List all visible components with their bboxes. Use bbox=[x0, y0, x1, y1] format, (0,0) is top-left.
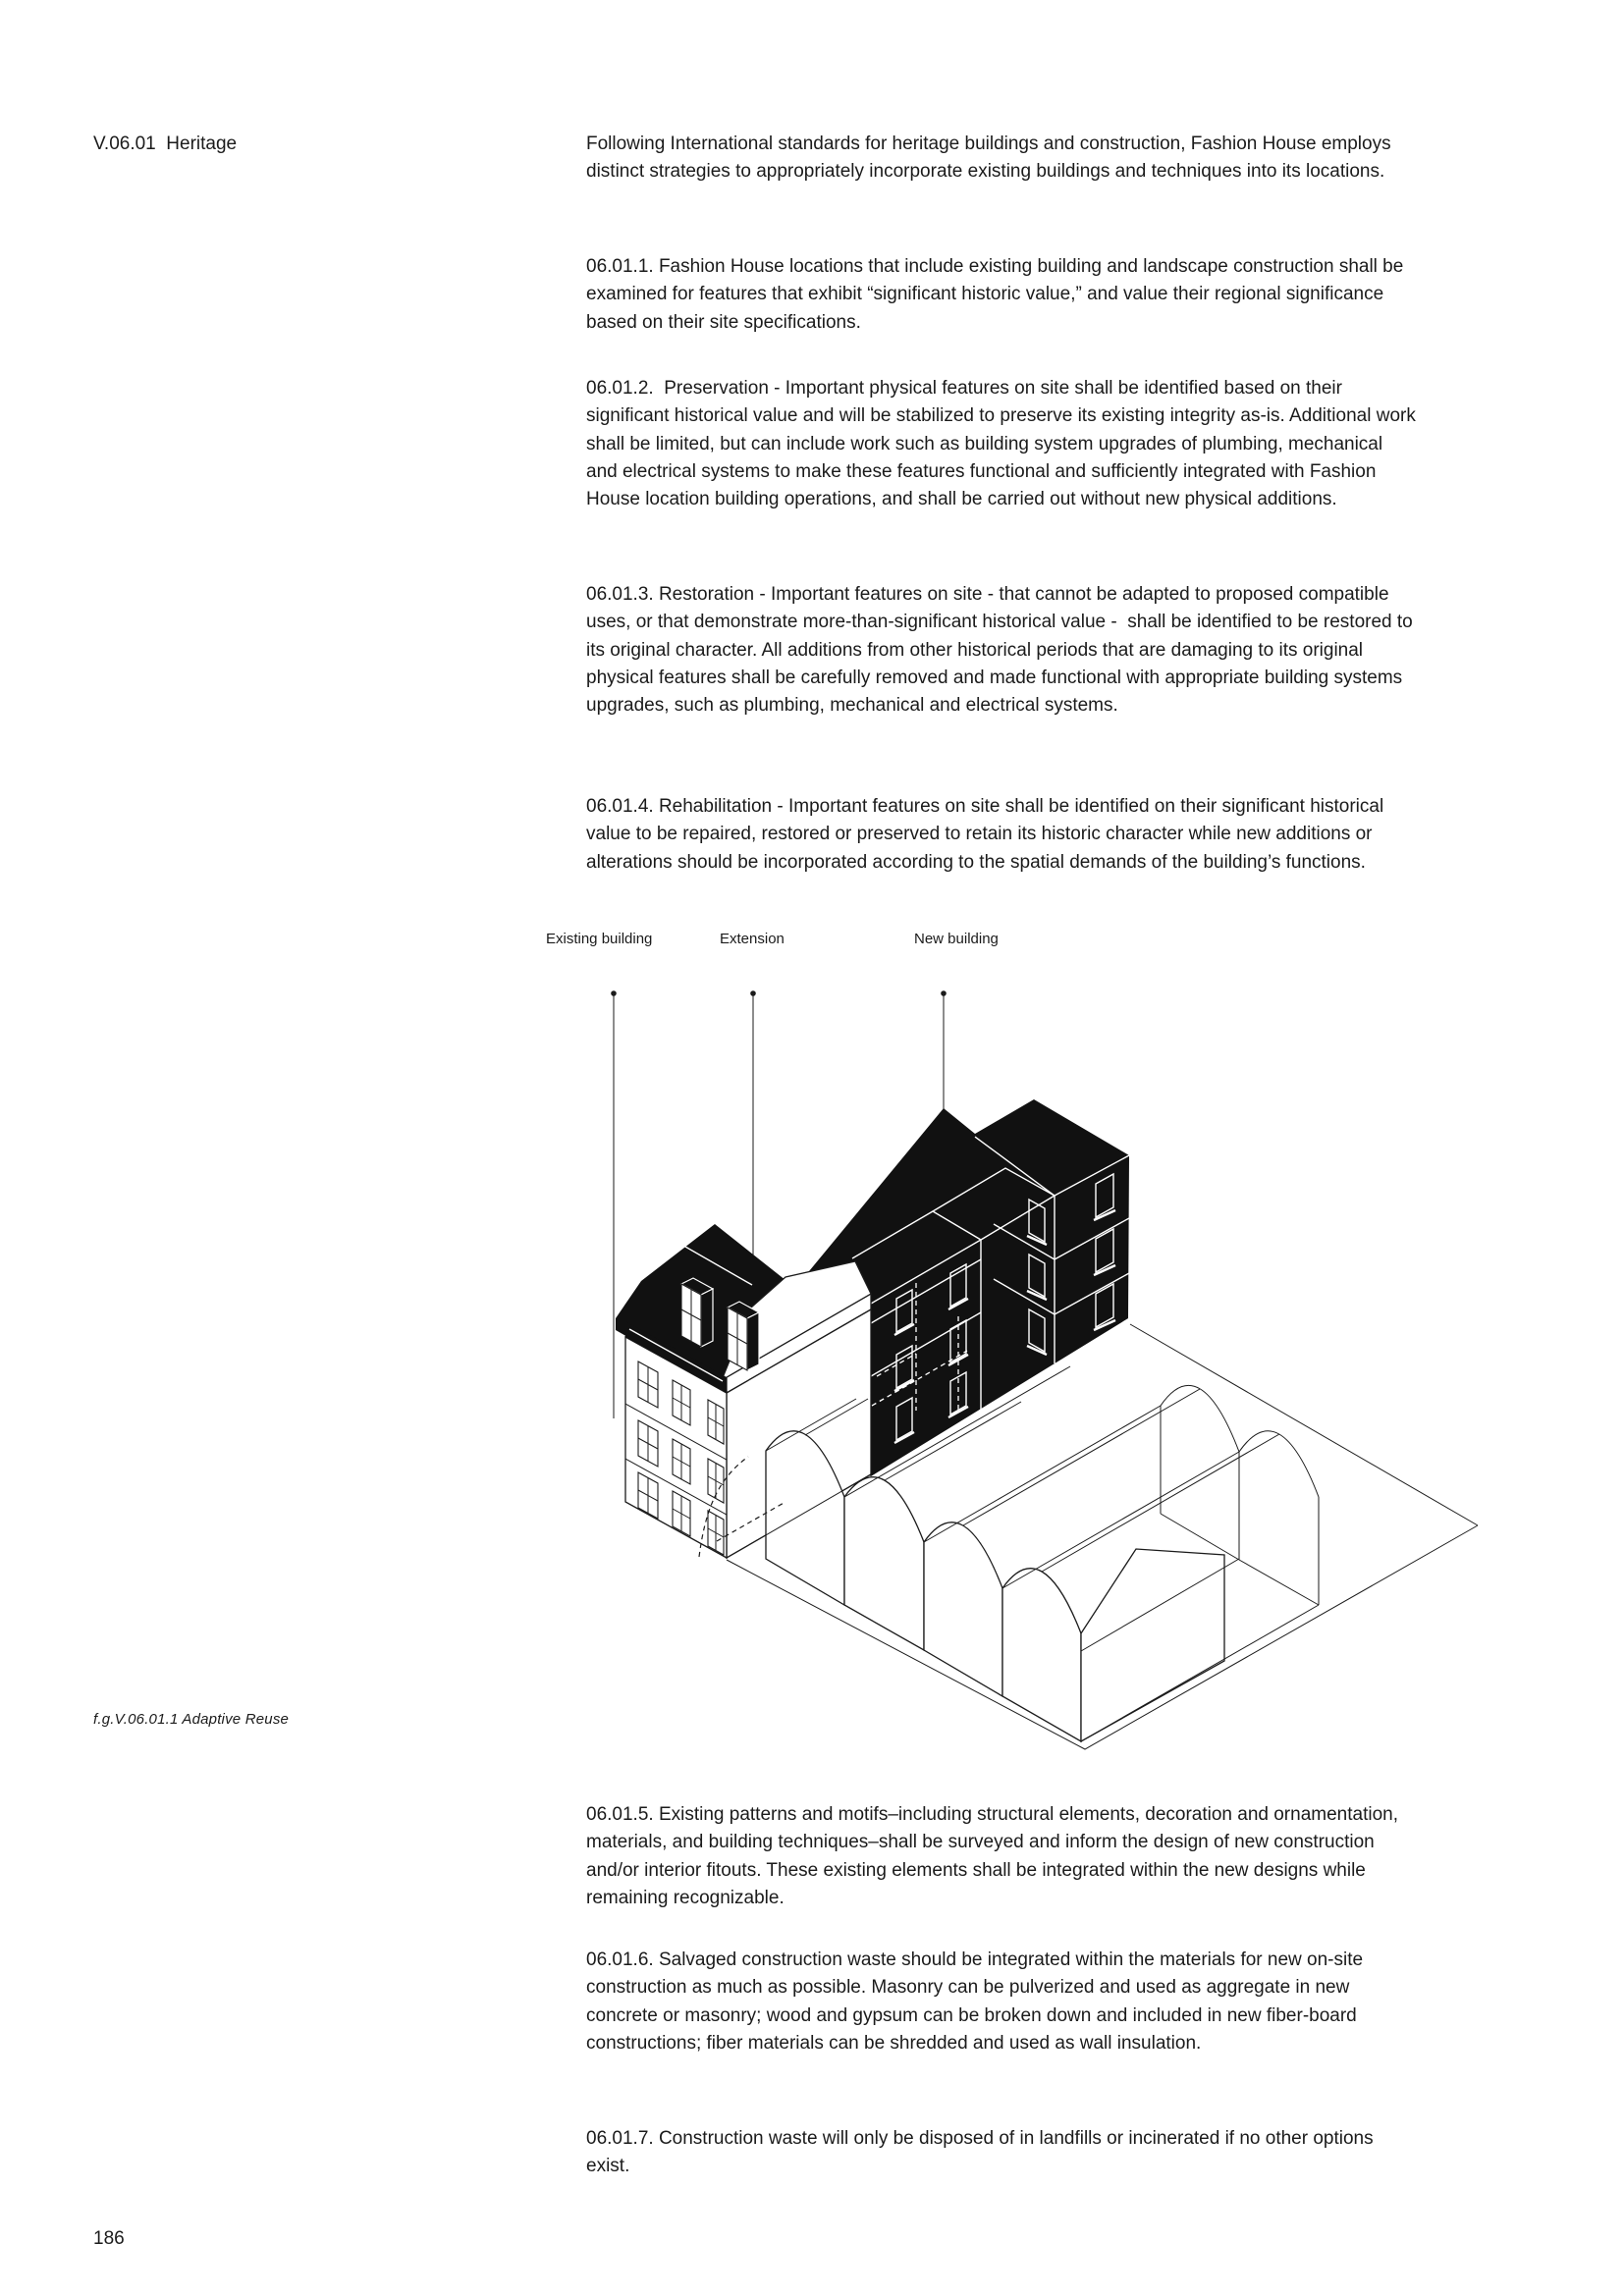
adaptive-reuse-diagram bbox=[530, 923, 1591, 1787]
paragraph-06-01-6: 06.01.6. Salvaged construction waste should be integrated within the materials for new on-site construction as much as possible. Masonry can be pulverized and used as aggregate in new concrete or masonry; wood and gypsum can be broken down and included in new fiber-board constructions; fiber materials can be shredded and used as wall insulation. bbox=[586, 1949, 1369, 2054]
paragraph-06-01-2: 06.01.2. Preservation - Important physical features on site shall be identified based on their significant historical value and will be stabilized to preserve its existing integrity as-is. Additional work shall be limited, but can include work such as building system upgrades of plumbing, mechanical and electrical systems to make these features functional and sufficiently integrated with Fashion House location building operations, and shall be carried out without new physical additions. bbox=[586, 378, 1422, 510]
paragraph-06-01-7: 06.01.7. Construction waste will only be disposed of in landfills or incinerated if no other options exist. bbox=[586, 2128, 1379, 2177]
paragraph-06-01-4: 06.01.4. Rehabilitation - Important features on site shall be identified on their significant historical value to be repaired, restored or preserved to retain its historic character while new additions or alterations should be incorporated according to the spatial demands of the building’s functions. bbox=[586, 796, 1389, 873]
figure-caption: f.g.V.06.01.1 Adaptive Reuse bbox=[93, 1711, 290, 1728]
paragraph-06-01-5: 06.01.5. Existing patterns and motifs–including structural elements, decoration and ornamentation, materials, and building techniques–shall be surveyed and inform the design of new construction and/or interior fitouts. These existing elements shall be integrated within the new designs while remaining recognizable. bbox=[586, 1804, 1404, 1908]
paragraph-intro: Following International standards for heritage buildings and construction, Fashion House employs distinct strategies to appropriately incorporate existing buildings and techniques into its locations. bbox=[586, 133, 1396, 183]
label-new-building: New building bbox=[914, 931, 999, 947]
label-extension: Extension bbox=[720, 931, 785, 947]
shed-side-face bbox=[1081, 1549, 1224, 1741]
section-heading: V.06.01 Heritage bbox=[93, 133, 238, 154]
page-number: 186 bbox=[93, 2228, 125, 2249]
paragraph-06-01-1: 06.01.1. Fashion House locations that include existing building and landscape construction shall be examined for features that exhibit “significant historic value,” and value their regional significance based on their site specifications. bbox=[586, 256, 1409, 333]
label-existing-building: Existing building bbox=[546, 931, 653, 947]
paragraph-06-01-3: 06.01.3. Restoration - Important features on site - that cannot be adapted to proposed compatible uses, or that demonstrate more-than-significant historical value - shall be identified to be restored to its original character. All additions from other historical periods that are damaging to its original physical features shall be carefully removed and made functional with appropriate building systems upgrades, such as plumbing, mechanical and electrical systems. bbox=[586, 584, 1418, 717]
